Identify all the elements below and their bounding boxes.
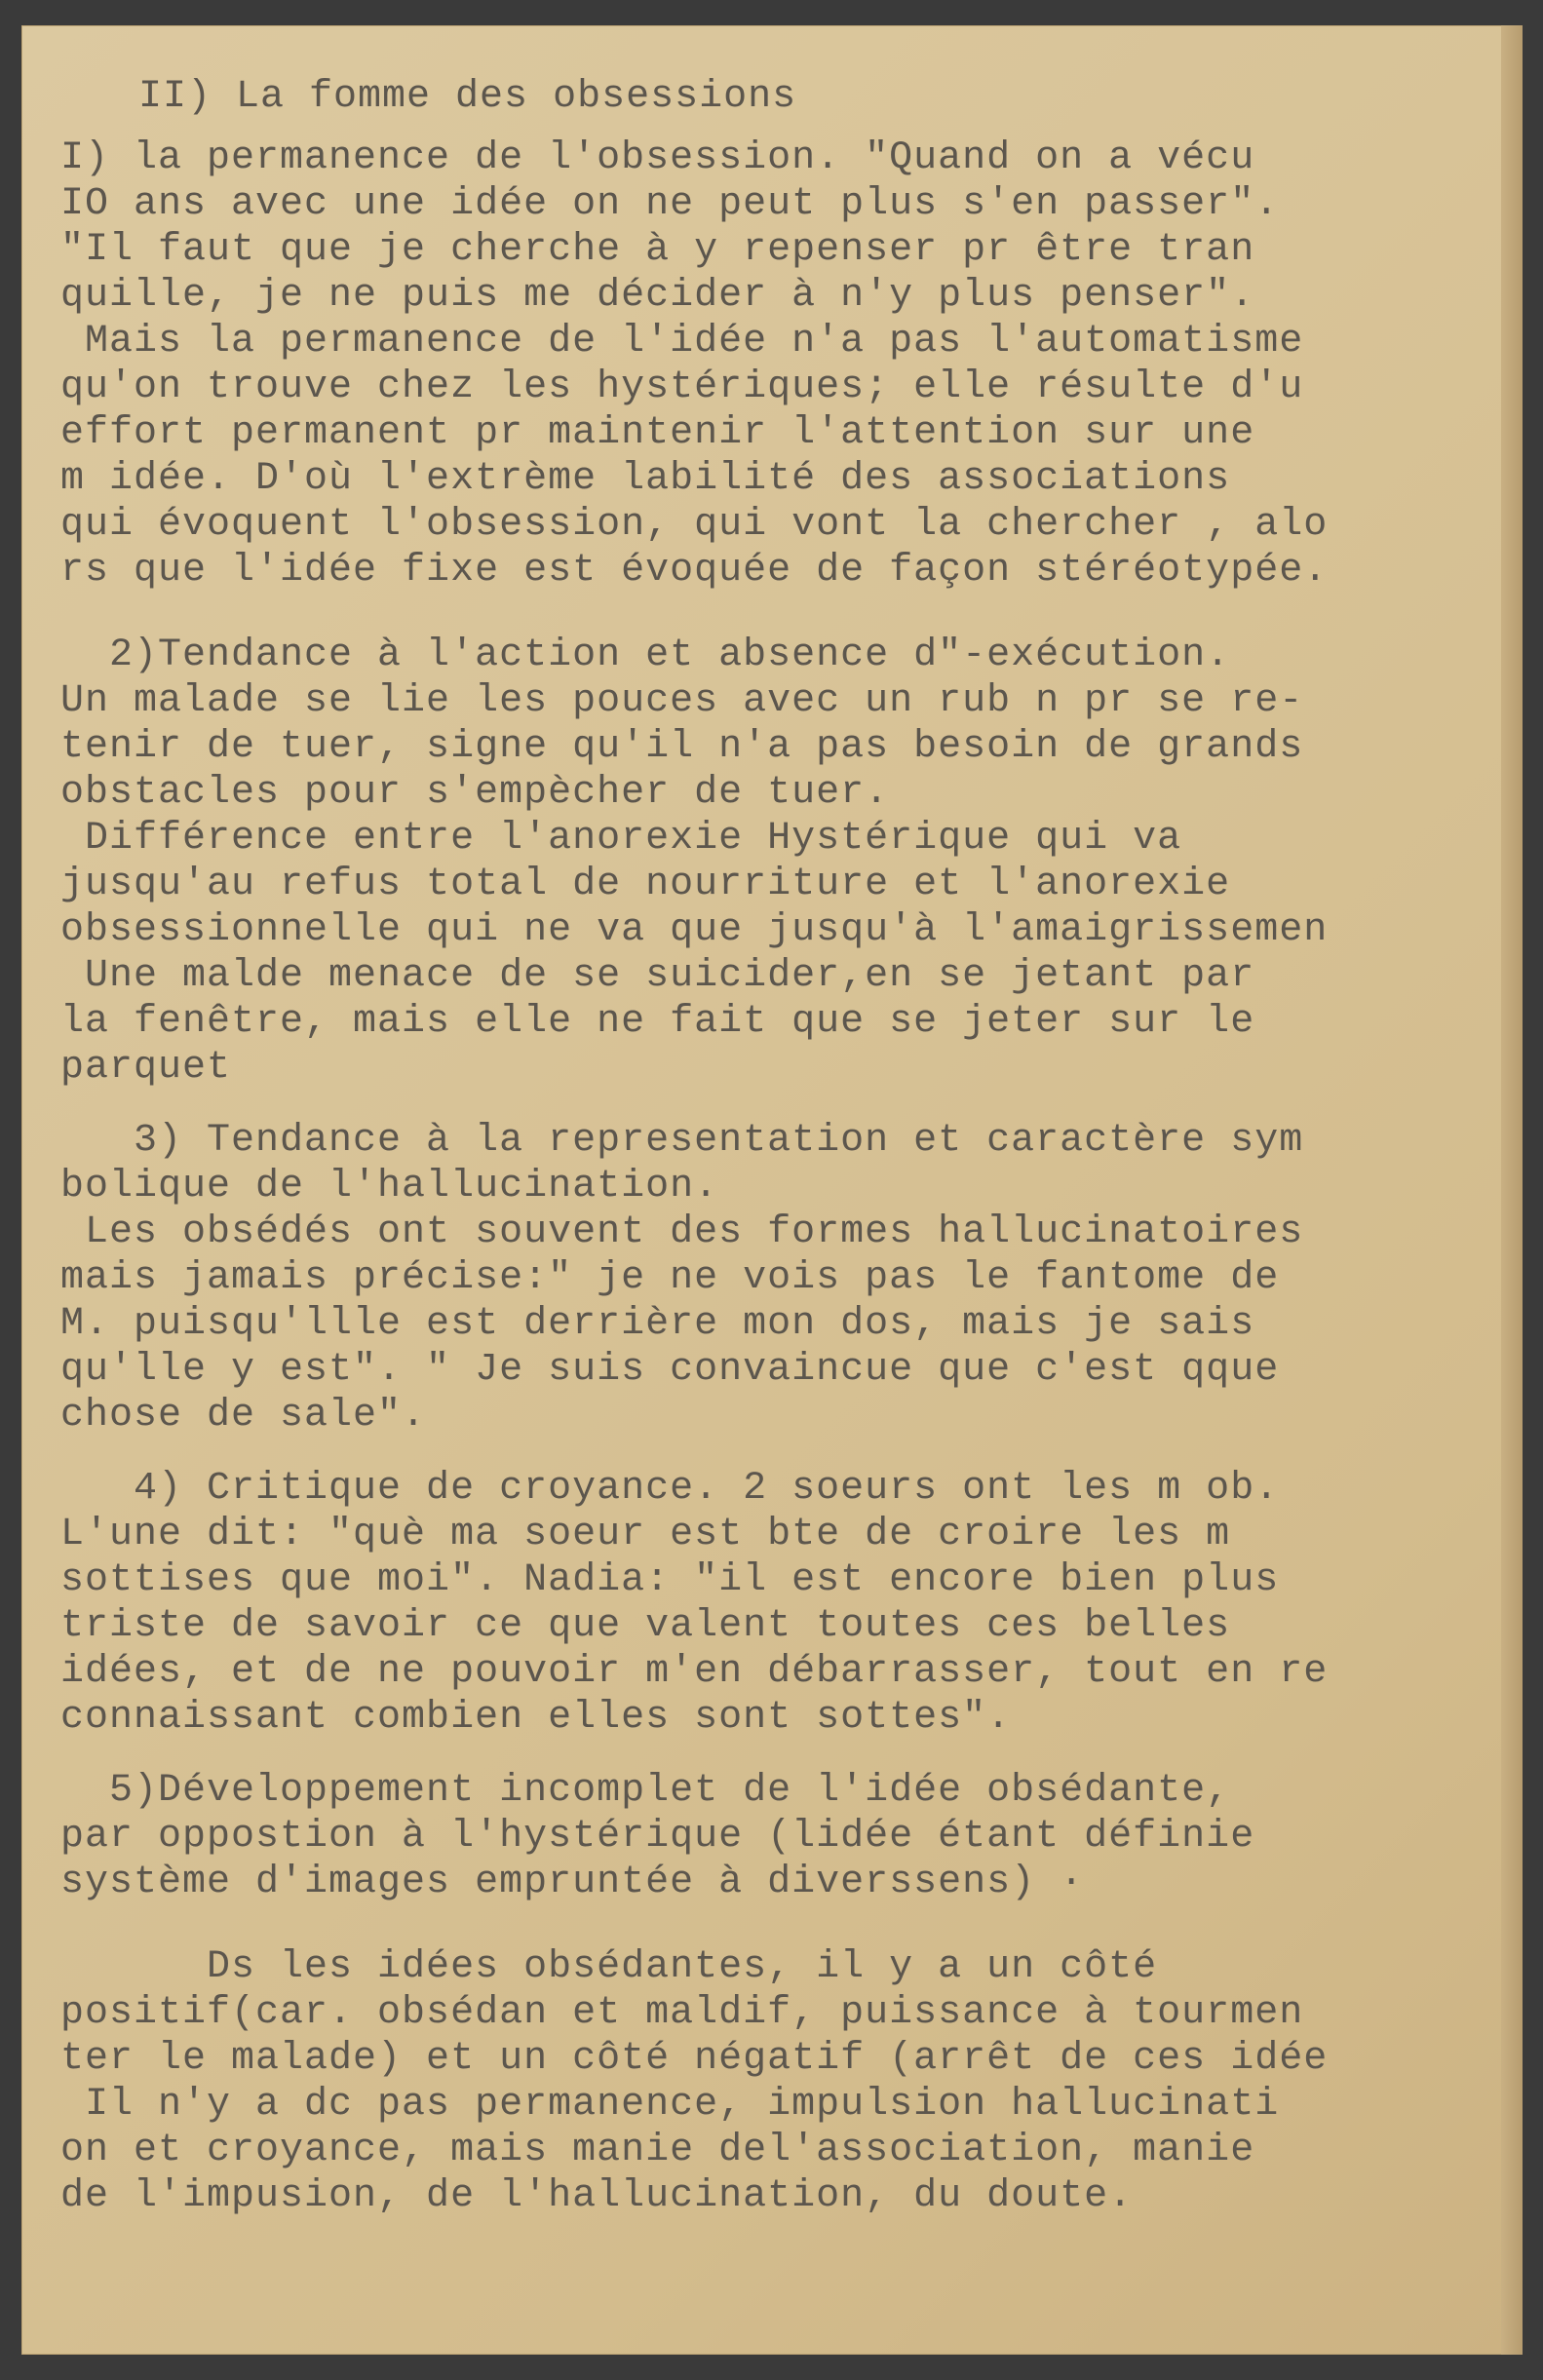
text-line: mais jamais précise:" je ne vois pas le fantome de (60, 1256, 1280, 1300)
text-line: 2)Tendance à l'action et absence d"-exécution. (60, 633, 1231, 677)
text-line: Les obsédés ont souvent des formes hallucinatoires (60, 1210, 1304, 1254)
text-line: qu'lle y est". " Je suis convaincue que c'est qque (60, 1348, 1280, 1392)
text-line: Il n'y a dc pas permanence, impulsion hallucinati (60, 2083, 1280, 2127)
text-line: IO ans avec une idée on ne peut plus s'en passer". (60, 182, 1280, 226)
text-line: par oppostion à l'hystérique (lidée étant définie (60, 1815, 1255, 1859)
text-line: effort permanent pr maintenir l'attention sur une (60, 411, 1255, 455)
section-action (60, 633, 1523, 1091)
text-line: ter le malade) et un côté négatif (arrêt de ces idée (60, 2037, 1329, 2081)
text-line: L'une dit: "què ma soeur est bte de croire les m (60, 1513, 1231, 1556)
text-line: connaissant combien elles sont sottes". (60, 1696, 1012, 1740)
text-line: qui évoquent l'obsession, qui vont la chercher , alo (60, 503, 1329, 547)
text-line: jusqu'au refus total de nourriture et l'anorexie (60, 863, 1231, 906)
text-line: chose de sale". (60, 1394, 427, 1438)
text-line: on et croyance, mais manie del'association, manie (60, 2129, 1255, 2172)
typed-page (21, 25, 1523, 2355)
text-line: la fenêtre, mais elle ne fait que se jeter sur le (60, 1000, 1255, 1044)
section-development (60, 1768, 1523, 1905)
text-line: Un malade se lie les pouces avec un rub n pr se re- (60, 679, 1304, 723)
text-line: Différence entre l'anorexie Hystérique qui va (60, 817, 1182, 861)
text-line: 3) Tendance à la representation et caractère sym (60, 1119, 1304, 1163)
section-conclusion (60, 1944, 1523, 2219)
text-line: I) la permanence de l'obsession. "Quand on a vécu (60, 136, 1255, 180)
text-line: de l'impusion, de l'hallucination, du doute. (60, 2174, 1134, 2218)
section-critique (60, 1466, 1523, 1741)
text-line: parquet (60, 1046, 232, 1090)
section-permanence (60, 135, 1523, 594)
text-line: Ds les idées obsédantes, il y a un côté (60, 1945, 1158, 1989)
text-line: bolique de l'hallucination. (60, 1165, 719, 1209)
text-line: rs que l'idée fixe est évoquée de façon stéréotypée. (60, 549, 1329, 593)
text-line: Une malde menace de se suicider,en se jetant par (60, 954, 1255, 998)
section-representation (60, 1118, 1523, 1439)
text-line: obstacles pour s'empècher de tuer. (60, 771, 890, 815)
text-line: tenir de tuer, signe qu'il n'a pas besoin de grands (60, 725, 1304, 769)
text-line: qu'on trouve chez les hystériques; elle résulte d'u (60, 365, 1304, 409)
document-title: II) La fomme des obsessions (138, 75, 797, 119)
typed-text-block (60, 74, 1523, 2219)
text-line: M. puisqu'llle est derrière mon dos, mais je sais (60, 1302, 1255, 1346)
text-line: "Il faut que je cherche à y repenser pr être tran (60, 228, 1255, 272)
text-line: quille, je ne puis me décider à n'y plus penser". (60, 274, 1255, 318)
text-line: triste de savoir ce que valent toutes ces belles (60, 1604, 1231, 1648)
text-line: 5)Développement incomplet de l'idée obsédante, (60, 1769, 1231, 1813)
text-line: idées, et de ne pouvoir m'en débarrasser, tout en re (60, 1650, 1329, 1694)
text-line: sottises que moi". Nadia: "il est encore bien plus (60, 1558, 1280, 1602)
text-line: obsessionnelle qui ne va que jusqu'à l'amaigrissemen (60, 908, 1329, 952)
text-line: Mais la permanence de l'idée n'a pas l'automatisme (60, 320, 1304, 364)
text-line: système d'images empruntée à diverssens) · (60, 1861, 1085, 1904)
text-line: positif(car. obsédan et maldif, puissance à tourmen (60, 1991, 1304, 2035)
text-line: m idée. D'où l'extrème labilité des associations (60, 457, 1231, 501)
text-line: 4) Critique de croyance. 2 soeurs ont les m ob. (60, 1467, 1280, 1511)
